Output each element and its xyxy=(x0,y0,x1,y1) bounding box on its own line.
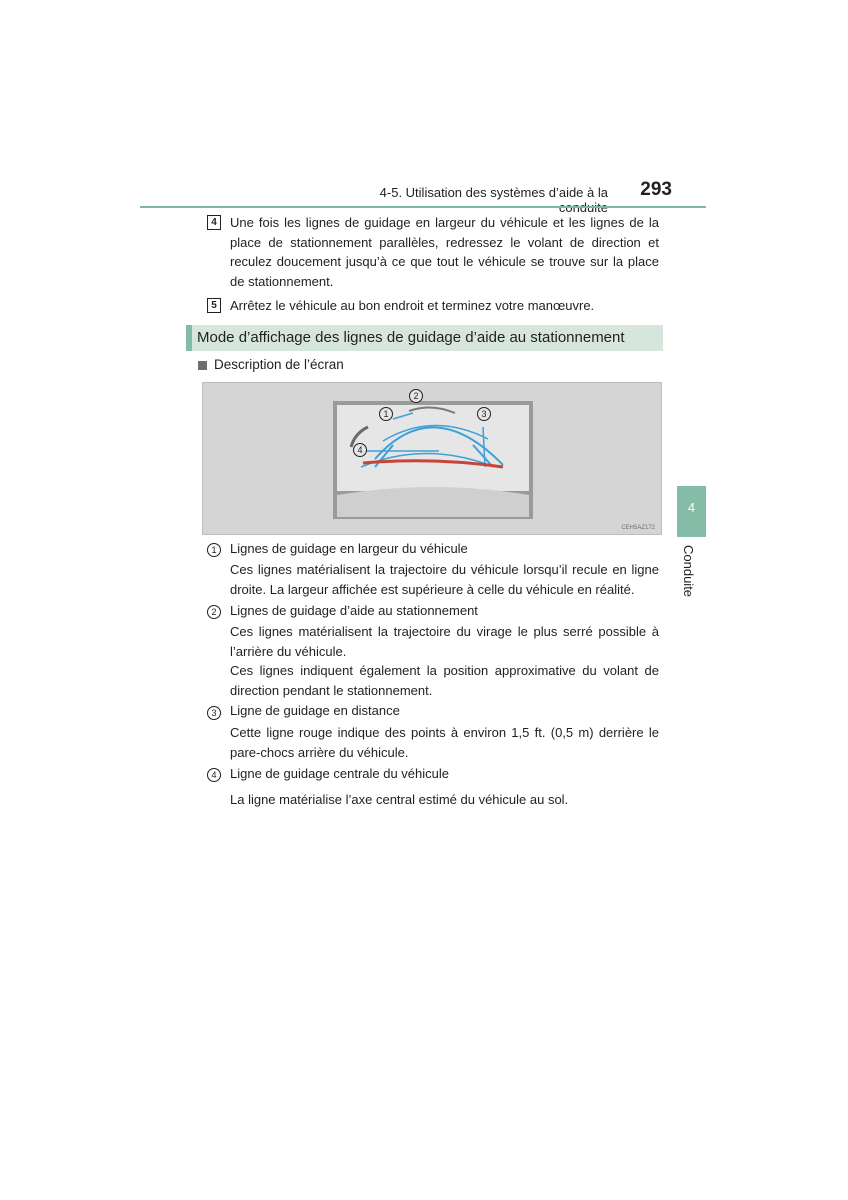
item-number-icon: 1 xyxy=(207,543,221,557)
item-number-icon: 4 xyxy=(207,768,221,782)
step-item xyxy=(207,213,659,291)
step-number-badge: 5 xyxy=(207,298,221,313)
screen-illustration xyxy=(202,382,662,535)
item-title: Ligne de guidage centrale du véhicule xyxy=(230,766,450,781)
step-text: Arrêtez le véhicule au bon endroit et terminez votre manœuvre. xyxy=(230,298,595,313)
figure-code: CEH5AZ172 xyxy=(621,525,655,531)
chapter-tab-label: Conduite xyxy=(681,545,696,598)
callout-3-icon: 3 xyxy=(477,407,491,421)
chapter-tab xyxy=(677,486,706,537)
step-number-badge: 4 xyxy=(207,215,221,230)
item-number-icon: 3 xyxy=(207,706,221,720)
item-description: Ces lignes matérialisent la trajectoire du virage le plus serré possible à l’arrière du véhicule. xyxy=(230,624,659,659)
callout-4-icon: 4 xyxy=(353,443,367,457)
chapter-tab-number: 4 xyxy=(687,500,696,515)
step-item xyxy=(207,296,659,316)
item-title: Lignes de guidage en largeur du véhicule xyxy=(230,541,468,556)
item-description: Cette ligne rouge indique des points à environ 1,5 ft. (0,5 m) derrière le pare-chocs arrière du véhicule. xyxy=(230,725,659,760)
section-heading-accent xyxy=(186,325,192,351)
callout-1-icon: 1 xyxy=(379,407,393,421)
item-title: Lignes de guidage d’aide au stationnement xyxy=(230,603,478,618)
camera-view-diagram xyxy=(203,383,663,536)
bumper-area xyxy=(337,487,529,517)
header-divider xyxy=(140,206,706,208)
item-number-icon: 2 xyxy=(207,605,221,619)
item-title: Ligne de guidage en distance xyxy=(230,703,400,718)
running-header-title: 4-5. Utilisation des systèmes d’aide à la xyxy=(379,185,608,200)
item-description: Ces lignes matérialisent la trajectoire du véhicule lorsqu’il recule en ligne droite. La largeur affichée est supérieure à celle du véhicule en réalité. xyxy=(230,562,659,597)
item-description: Ces lignes indiquent également la position approximative du volant de direction pendant le stationnement. xyxy=(230,663,659,698)
square-bullet-icon xyxy=(198,361,207,370)
item-description: La ligne matérialise l’axe central estimé du véhicule au sol. xyxy=(230,792,569,807)
page-number: 293 xyxy=(640,179,672,200)
step-text: Une fois les lignes de guidage en largeur du véhicule et les lignes de la place de stationnement parallèles, redressez le volant de direction et reculez doucement jusqu’à ce que tout le véhicule se trouve sur la place de stationnement. xyxy=(230,215,659,289)
callout-2-icon: 2 xyxy=(409,389,423,403)
section-heading: Mode d’affichage des lignes de guidage d’aide au stationnement xyxy=(197,329,625,346)
subheading: Description de l’écran xyxy=(214,357,344,372)
